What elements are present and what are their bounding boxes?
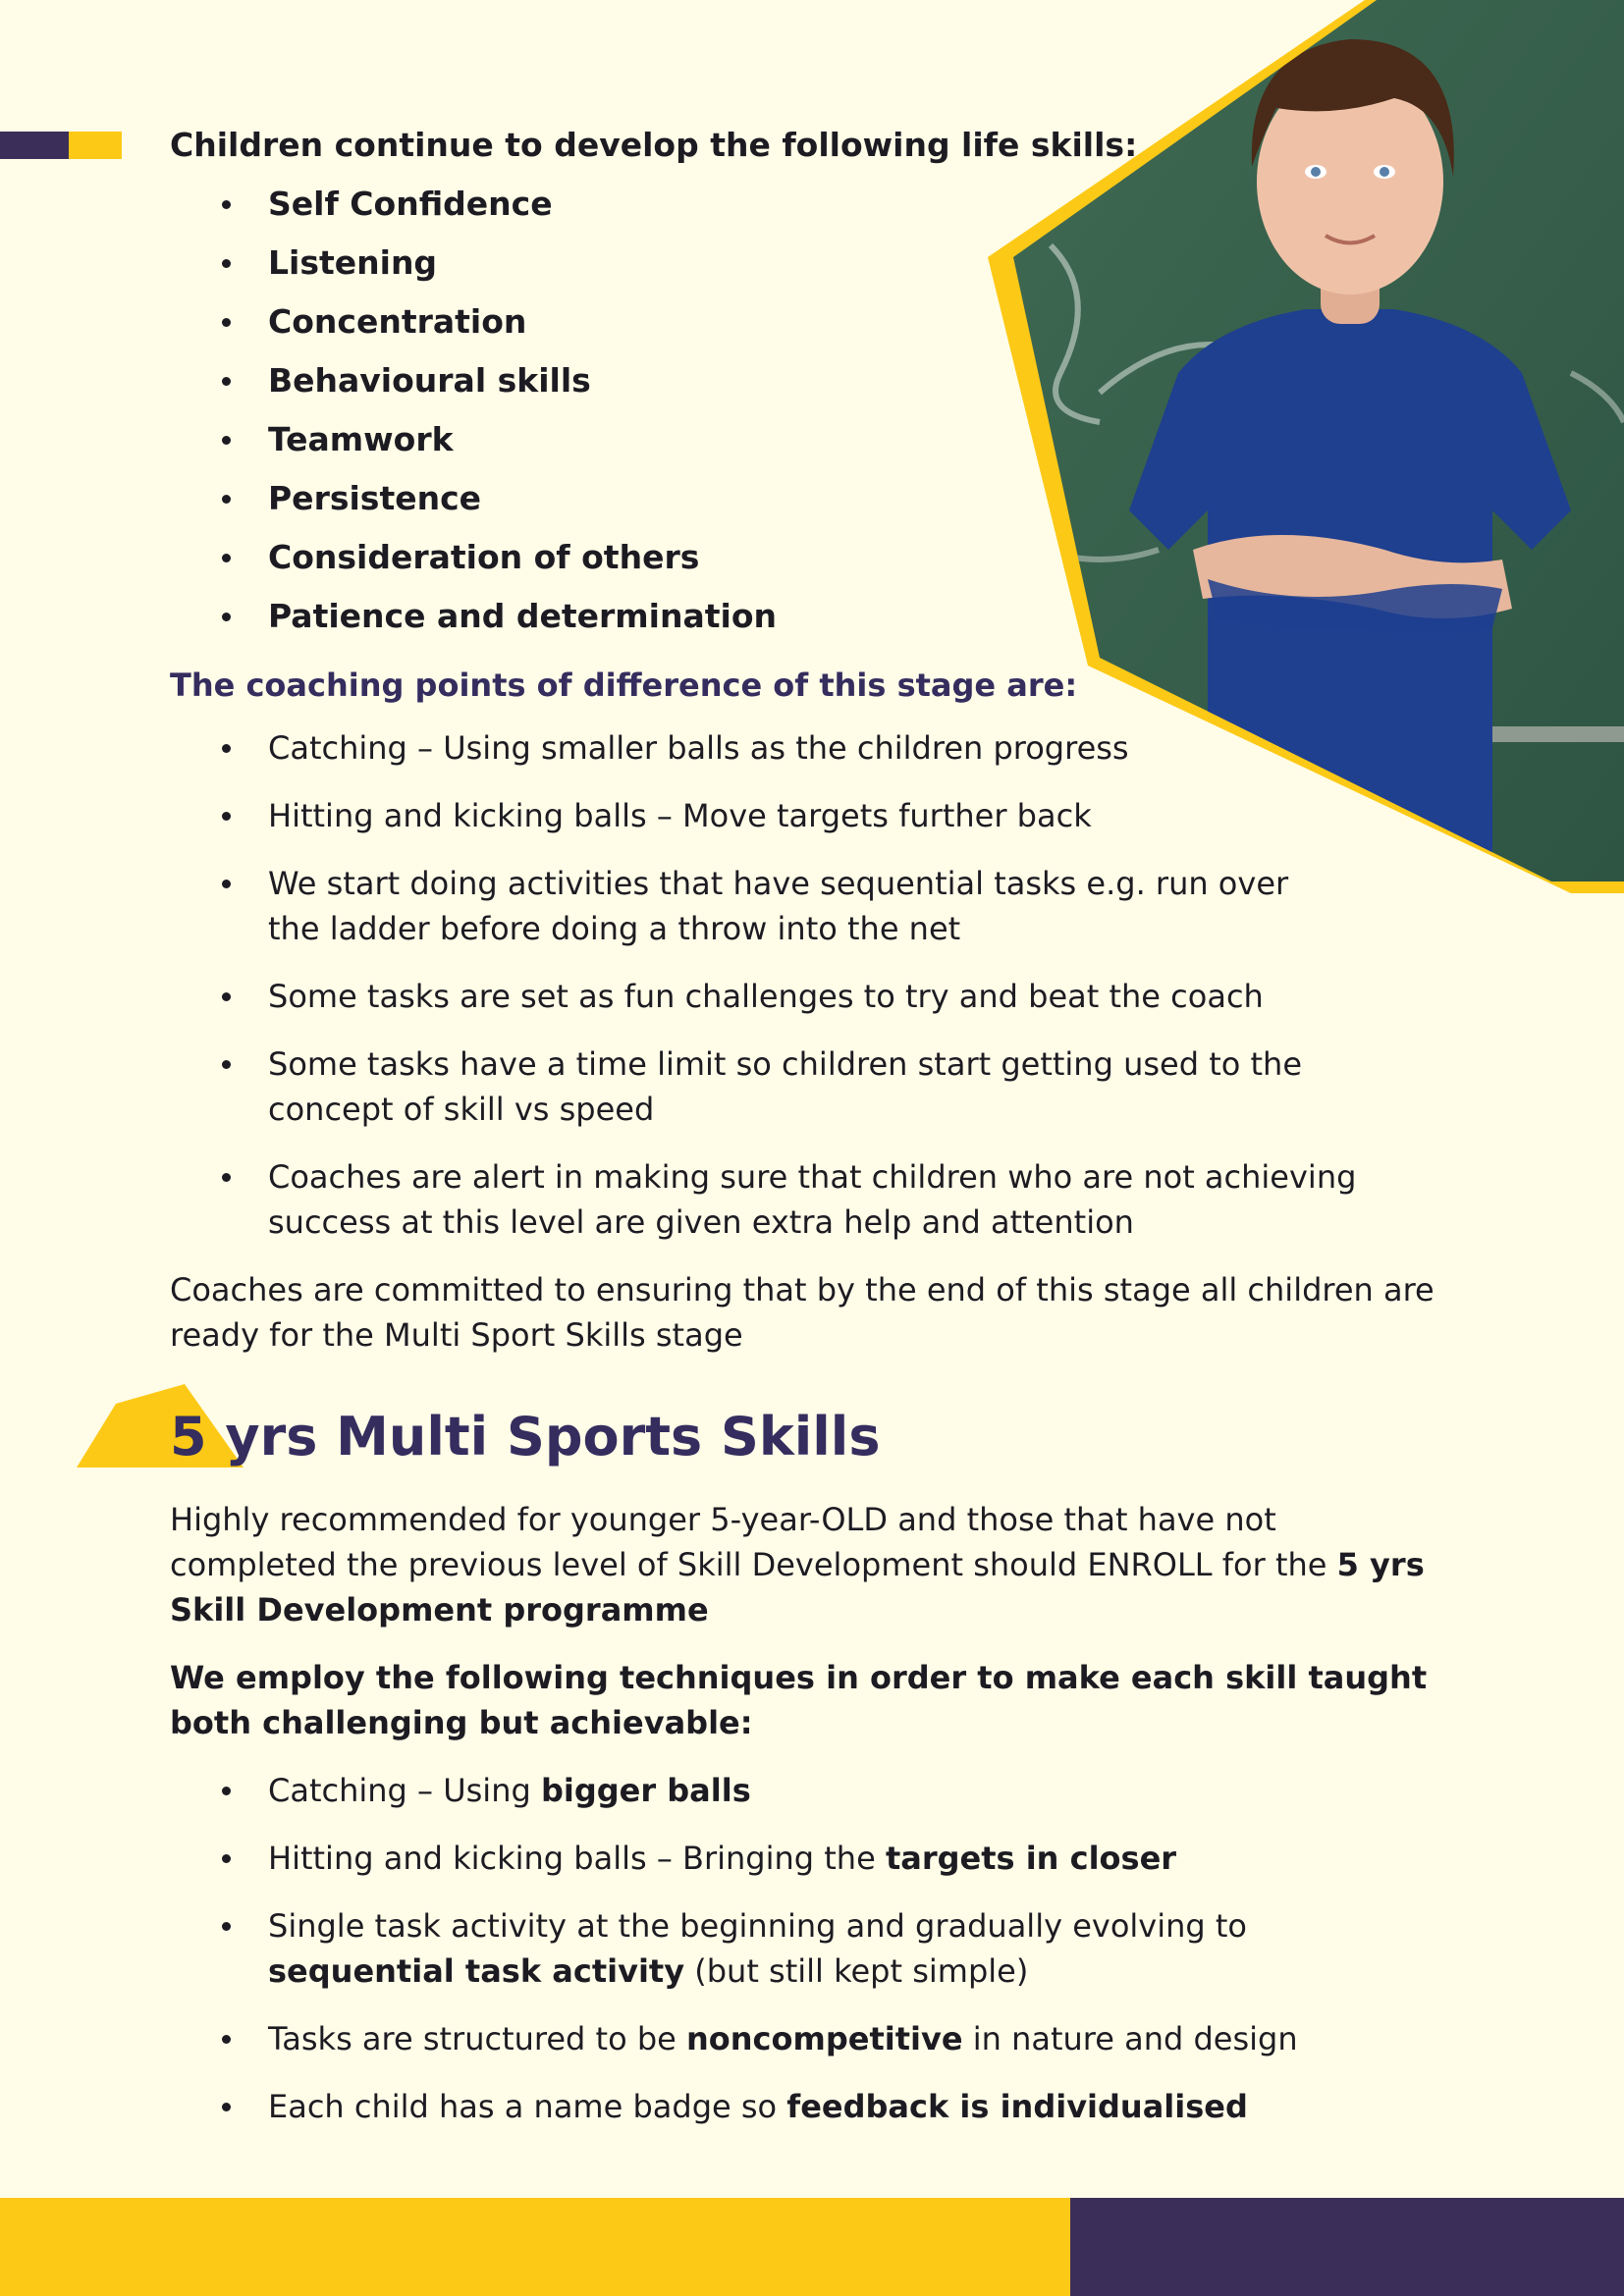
list-item [268, 1903, 1309, 1994]
coaching-closing-text: Coaches are committed to ensuring that by the end of this stage all children are ready for the Multi Sport Skills stage [170, 1271, 1435, 1354]
list-item: Teamwork [268, 410, 1436, 469]
intro-bold-text: 5 yrs Skill Development programme [170, 1546, 1425, 1629]
list-item: Some tasks are set as fun challenges to try and beat the coach [268, 974, 1436, 1019]
list-item: Patience and determination [268, 587, 1436, 646]
list-item: Self Confidence [268, 175, 1436, 234]
techniques-heading: We employ the following techniques in order to make each skill taught both challenging but achievable: [170, 1659, 1428, 1741]
section-title-block [170, 1399, 1436, 1475]
item-text: Catching – Using [268, 1772, 541, 1809]
item-text: Hitting and kicking balls – Bringing the [268, 1840, 886, 1877]
list-item: We start doing activities that have sequential tasks e.g. run over the ladder before doing a throw into the net [268, 861, 1309, 951]
intro-text: Highly recommended for younger 5-year-OLD and those that have not completed the previous level of Skill Development should ENROLL for the [170, 1501, 1337, 1583]
list-item: Persistence [268, 469, 1436, 528]
list-item: Consideration of others [268, 528, 1436, 587]
item-text: Each child has a name badge so [268, 2088, 787, 2125]
item-text: Tasks are structured to be [268, 2020, 686, 2057]
list-item [268, 1836, 1436, 1881]
accent-navy-block [0, 132, 69, 159]
page-title: 5 yrs Multi Sports Skills [170, 1406, 881, 1468]
list-item: Catching – Using smaller balls as the children progress [268, 725, 1436, 771]
item-bold-text: sequential task activity [268, 1952, 685, 1990]
item-bold-text: noncompetitive [686, 2020, 963, 2057]
item-text: Single task activity at the beginning and gradually evolving to [268, 1907, 1247, 1945]
item-text: in nature and design [962, 2020, 1298, 2057]
coaching-points-list [170, 725, 1436, 1245]
item-bold-text: targets in closer [885, 1840, 1177, 1877]
item-text: (but still kept simple) [684, 1952, 1029, 1990]
list-item [268, 2084, 1436, 2129]
list-item: Concentration [268, 293, 1436, 351]
list-item [268, 2016, 1436, 2061]
main-content [170, 116, 1436, 2129]
list-item: Behavioural skills [268, 351, 1436, 410]
techniques-list [170, 1768, 1436, 2129]
list-item: Listening [268, 234, 1436, 293]
footer-yellow-band [0, 2198, 1070, 2296]
life-skills-list [170, 175, 1436, 646]
accent-yellow-block [69, 132, 122, 159]
top-accent-bar [0, 132, 122, 159]
footer-navy-band [1070, 2198, 1624, 2296]
item-bold-text: feedback is individualised [786, 2088, 1248, 2125]
list-item: Some tasks have a time limit so children start getting used to the concept of skill vs speed [268, 1041, 1348, 1132]
coaching-heading: The coaching points of difference of this stage are: [170, 667, 1078, 704]
list-item [268, 1768, 1436, 1813]
multi-sports-intro [170, 1497, 1436, 1632]
life-skills-heading: Children continue to develop the following life skills: [170, 126, 1138, 164]
list-item: Coaches are alert in making sure that children who are not achieving success at this level are given extra help and attention [268, 1154, 1407, 1245]
list-item: Hitting and kicking balls – Move targets further back [268, 793, 1436, 838]
item-bold-text: bigger balls [540, 1772, 751, 1809]
